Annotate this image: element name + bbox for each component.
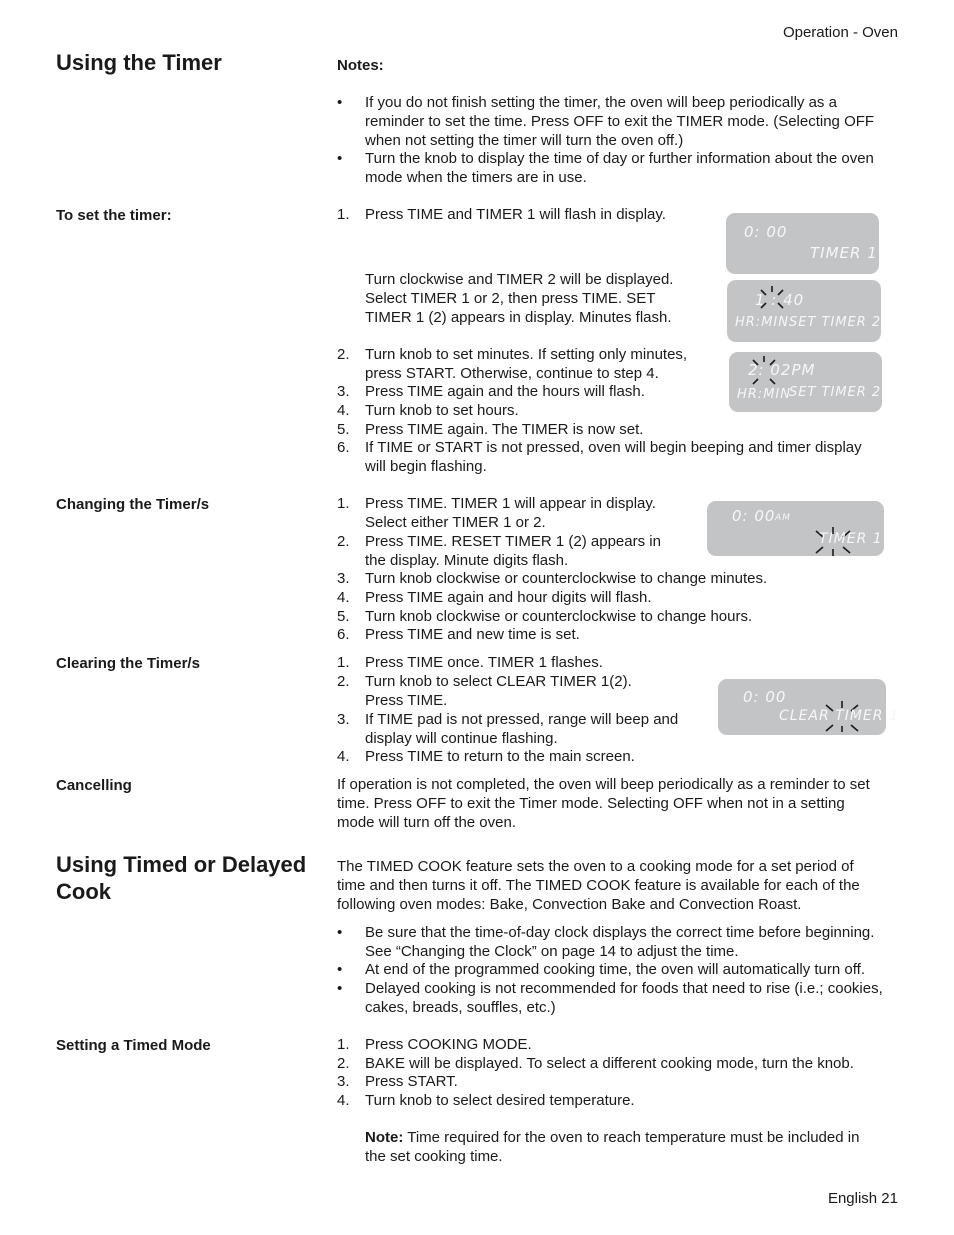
line: reminder to set the time. Press OFF to exit the TIMER mode. (Selecting OFF [365, 112, 875, 130]
display-mode: SET TIMER 2 [789, 315, 882, 330]
step-text: Press TIME again and hour digits will flash. [365, 589, 652, 606]
display-am-pm: AM [775, 513, 791, 523]
line: Turn knob to set minutes. If setting only minutes, [365, 346, 688, 363]
line: mode when the timers are in use. [365, 168, 587, 186]
line: following oven modes: Bake, Convection Bake and Convection Roast. [337, 895, 802, 913]
line: Turn knob to select CLEAR TIMER 1(2). [365, 673, 632, 690]
display-units: HR:MIN [737, 387, 791, 402]
line: Using Timed or Delayed [56, 852, 307, 877]
oven-display-timer1 [726, 213, 879, 274]
oven-display-set-timer-minutes [727, 280, 881, 342]
display-time: 0: 00 [732, 507, 776, 525]
subheading-clearing-timer: Clearing the Timer/s [56, 655, 200, 672]
cancelling-paragraph [337, 776, 907, 832]
page-number: English 21 [827, 1190, 898, 1207]
display-mode: CLEAR TIMER 1 [779, 708, 899, 724]
subheading-changing-timer: Changing the Timer/s [56, 496, 210, 513]
section-title-timed-cook [56, 851, 306, 905]
step-text: Turn knob clockwise or counterclockwise to change hours. [365, 608, 753, 625]
line: If TIME pad is not pressed, range will beep and [365, 711, 679, 728]
running-header: Operation - Oven [782, 24, 898, 41]
line: press START. Otherwise, continue to step 4. [365, 364, 659, 382]
note-paragraph [365, 1129, 905, 1167]
line: the display. Minute digits flash. [365, 551, 569, 569]
subheading-set-timer: To set the timer: [56, 207, 172, 224]
step-text: Press TIME and new time is set. [365, 626, 580, 643]
line: when not setting the timer will turn the oven off.) [365, 131, 684, 149]
line: Turn clockwise and TIMER 2 will be displayed. [365, 271, 674, 288]
line: Time required for the oven to reach temperature must be included in [403, 1129, 860, 1146]
step-text: Press TIME again and the hours will flash. [365, 383, 645, 400]
display-time: 0: 00 [744, 223, 788, 241]
line: the set cooking time. [365, 1147, 503, 1165]
step-text: Press START. [365, 1073, 458, 1090]
step-text: Press TIME to return to the main screen. [365, 748, 635, 765]
line: cakes, breads, souffles, etc.) [365, 998, 556, 1016]
line: Cook [56, 879, 111, 904]
line: If TIME or START is not pressed, oven will begin beeping and timer display [365, 439, 862, 456]
line: time. Press OFF to exit the Timer mode. Selecting OFF when not in a setting [337, 794, 845, 812]
notes-label: Notes: [337, 57, 384, 74]
line: Be sure that the time-of-day clock displays the correct time before beginning. [365, 924, 875, 941]
line: display will continue flashing. [365, 729, 558, 747]
step-text: Turn knob clockwise or counterclockwise to change minutes. [365, 570, 768, 587]
step-text: Press TIME and TIMER 1 will flash in display. [365, 206, 666, 223]
line: The TIMED COOK feature sets the oven to a cooking mode for a set period of [337, 858, 854, 875]
line: Press TIME. [365, 691, 448, 709]
step-continuation [365, 271, 705, 327]
line: Delayed cooking is not recommended for foods that need to rise (i.e.; cookies, [365, 980, 883, 997]
step-text: Press TIME again. The TIMER is now set. [365, 421, 644, 438]
line: TIMER 1 (2) appears in display. Minutes flash. [365, 308, 672, 326]
display-time: 1 : 40 [755, 291, 805, 309]
line: Press TIME. TIMER 1 will appear in display. [365, 495, 656, 512]
oven-display-change-timer [707, 501, 884, 556]
display-time: 0: 00 [743, 688, 787, 706]
line: If you do not finish setting the timer, the oven will beep periodically as a [365, 94, 837, 111]
step-text: Turn knob to set hours. [365, 402, 519, 419]
step-text: Press COOKING MODE. [365, 1036, 532, 1053]
line: Select either TIMER 1 or 2. [365, 513, 546, 531]
line: time and then turns it off. The TIMED COOK feature is available for each of the [337, 876, 860, 894]
line: If operation is not completed, the oven will beep periodically as a reminder to set [337, 776, 870, 793]
line: mode will turn off the oven. [337, 813, 516, 831]
timed-intro-paragraph [337, 858, 907, 914]
line: See “Changing the Clock” on page 14 to adjust the time. [365, 942, 739, 960]
step-text: BAKE will be displayed. To select a different cooking mode, turn the knob. [365, 1055, 854, 1072]
step-text: Press TIME once. TIMER 1 flashes. [365, 654, 603, 671]
line: Press TIME. RESET TIMER 1 (2) appears in [365, 533, 661, 550]
note-label: Note: [365, 1129, 404, 1146]
step-text: Turn knob to select desired temperature. [365, 1092, 635, 1109]
display-units: HR:MIN [735, 315, 789, 330]
display-mode: TIMER 1 [819, 531, 883, 547]
display-time: 2: 02PM [748, 361, 816, 379]
display-mode: TIMER 1 [810, 244, 878, 262]
line: Select TIMER 1 or 2, then press TIME. SET [365, 289, 656, 307]
oven-display-clear-timer [718, 679, 899, 735]
display-mode: SET TIMER 2 [789, 385, 882, 400]
line: Turn the knob to display the time of day or further information about the oven [365, 150, 874, 167]
step-text: At end of the programmed cooking time, the oven will automatically turn off. [365, 961, 865, 978]
section-title-timer: Using the Timer [56, 50, 222, 75]
oven-display-set-timer-hours [729, 352, 882, 412]
subheading-cancelling: Cancelling [56, 777, 132, 794]
subheading-setting-timed-mode: Setting a Timed Mode [56, 1037, 211, 1054]
line: will begin flashing. [365, 457, 487, 475]
